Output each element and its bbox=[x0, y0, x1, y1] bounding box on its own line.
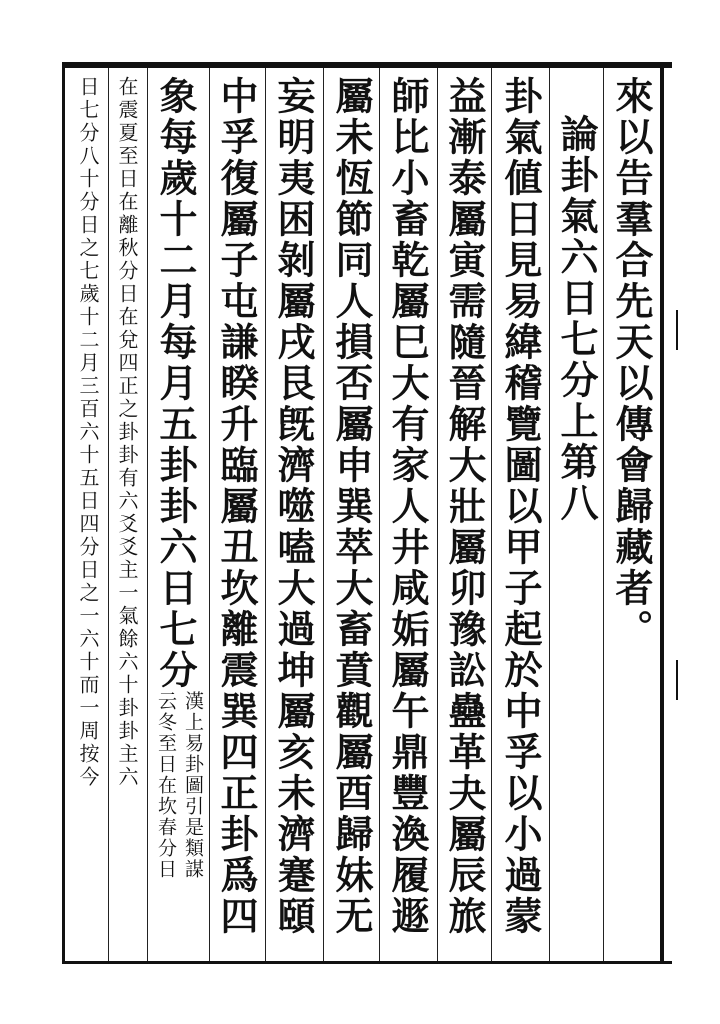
column-rule bbox=[265, 68, 266, 961]
column-rule bbox=[603, 68, 604, 961]
column-rule bbox=[323, 68, 324, 961]
fold-edge-mark bbox=[676, 660, 692, 700]
text-column-6: 屬未恆節同人損否屬申巽萃大畜賁觀屬酉歸妹无 bbox=[329, 76, 374, 937]
text-column-3: 卦氣値日見易緯稽覽圖以甲子起於中孚以小過蒙 bbox=[498, 76, 543, 937]
text-column-7: 妄明夷困剝屬戌艮旣濟噬嗑大過坤屬亥未濟蹇頤 bbox=[271, 76, 316, 937]
column-rule bbox=[108, 68, 109, 961]
text-column-5: 師比小畜乾屬巳大有家人井咸姤屬午鼎豐渙履遯 bbox=[385, 76, 430, 937]
text-column-9 bbox=[153, 76, 204, 880]
commentary-left: 云冬至日在坎春分日 bbox=[155, 691, 177, 880]
commentary-pair bbox=[156, 691, 202, 981]
page-frame-right-border bbox=[660, 62, 664, 964]
text-column-1: 來以告羣合先天以傳會歸藏者。 bbox=[609, 76, 654, 650]
section-heading: 論卦氣六日七分上第八 bbox=[554, 114, 599, 524]
column-rule bbox=[491, 68, 492, 961]
commentary-column-10: 在震夏至日在離秋分日在兌四正之卦卦有六爻爻主一氣餘六十卦卦主六 bbox=[115, 76, 139, 789]
fold-edge-mark bbox=[676, 310, 692, 350]
column-rule bbox=[147, 68, 148, 961]
text-column-8: 中孚復屬子屯謙睽升臨屬丑坎離震巽四正卦爲四 bbox=[214, 76, 259, 937]
column-rule bbox=[209, 68, 210, 961]
column-rule bbox=[379, 68, 380, 961]
text-column-4: 益漸泰屬寅需隨晉解大壯屬卯豫訟蠱革夬屬辰旅 bbox=[442, 76, 487, 937]
text-column-9-main: 象每歲十二月每月五卦卦六日七分 bbox=[153, 76, 198, 691]
column-rule bbox=[437, 68, 438, 961]
column-rule bbox=[549, 68, 550, 961]
commentary-right: 漢上易卦圖引是類謀 bbox=[182, 691, 204, 880]
commentary-column-11: 日七分八十分日之七歲十二月三百六十五日四分日之一六十而一周按今 bbox=[76, 76, 100, 789]
